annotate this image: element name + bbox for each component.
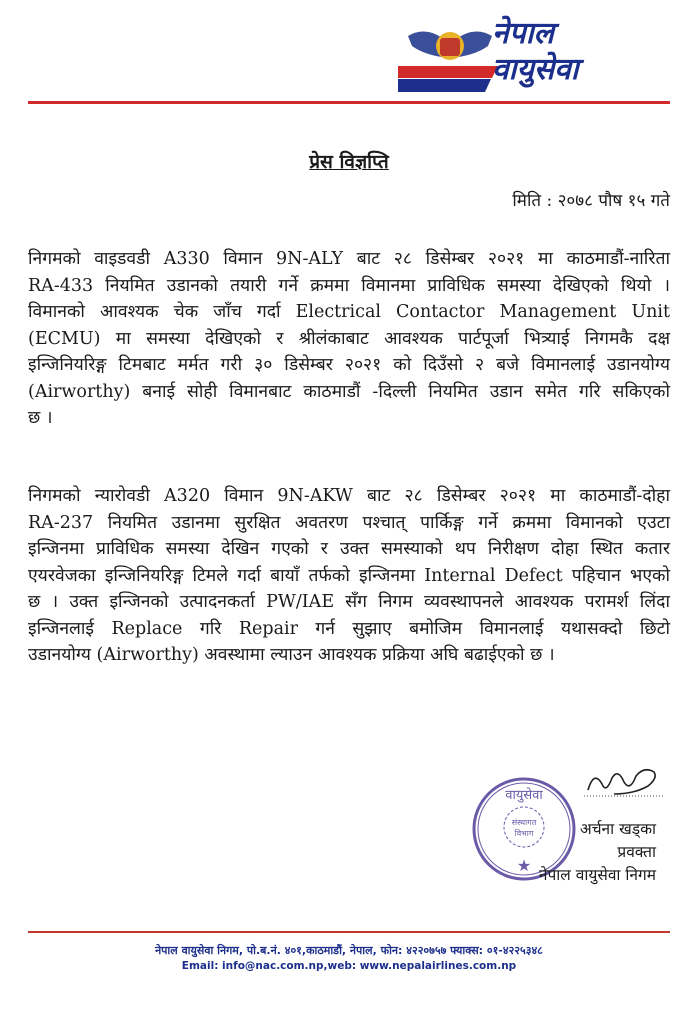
footer-contact: Email: info@nac.com.np,web: www.nepalairlines.com.np — [181, 960, 517, 972]
logo-wordmark — [492, 16, 579, 88]
text-line: इन्जिनमा प्राविधिक समस्या देखिन गएको र उक्त समस्याको थप निरीक्षण दोहा स्थित कतार — [28, 539, 670, 559]
text-line: उडानयोग्य (Airworthy) अवस्थामा ल्याउन आवश्यक प्रक्रिया अघि बढाईएको छ । — [28, 645, 555, 665]
star-icon: ★ — [516, 856, 532, 875]
text-line: (Airworthy) बनाई सोही विमानबाट काठमाडौं -दिल्ली नियमित उडान समेत गरि सकिएको — [28, 381, 670, 402]
footer-divider — [28, 931, 670, 933]
signatory-block — [539, 818, 656, 887]
text-line: छ । — [28, 408, 53, 428]
text-line: इन्जिनलाई Replace गरि Repair गर्न सुझाए बमोजिम विमानलाई यथासक्दो छिटो — [28, 618, 670, 639]
text-line: (ECMU) मा समस्या देखिएको र श्रीलंकाबाट आवश्यक पार्टपूर्जा भित्र्याई निगमकै दक्ष — [28, 328, 670, 349]
text-line: RA-237 नियमित उडानमा सुरक्षित अवतरण पश्चात् पार्किङ्ग गर्ने क्रममा विमानको एउटा — [28, 512, 670, 533]
svg-text:विभाग: विभाग — [514, 829, 534, 838]
handwritten-signature — [584, 764, 664, 798]
footer-address: नेपाल वायुसेवा निगम, पो.ब.नं. ४०१,काठमाडौं, नेपाल, फोन: ४२२०७५७ फ्याक्स: ०१-४२२५३४८ — [155, 944, 543, 957]
text-line: निगमको वाइडवडी A330 विमान 9N-ALY बाट २८ डिसेम्बर २०२१ मा काठमाडौं-नारिता — [28, 249, 670, 269]
text-line: एयरवेजका इन्जिनियरिङ्ग टिमले गर्दा बायाँ तर्फको इन्जिनमा Internal Defect पहिचान भएको — [28, 565, 670, 586]
text-line: इन्जिनियरिङ्ग टिमबाट मर्मत गरी ३० डिसेम्बर २०२१ को दिउँसो २ बजे विमानलाई उडानयोग्य — [28, 355, 670, 375]
blue-stripe — [398, 79, 491, 92]
red-stripe — [398, 66, 498, 78]
svg-text:संस्थागत: संस्थागत — [511, 818, 537, 827]
paragraph-2 — [28, 483, 670, 669]
winged-emblem-icon — [408, 32, 492, 61]
header-divider — [28, 101, 670, 104]
text-line: निगमको न्यारोवडी A320 विमान 9N-AKW बाट २८ डिसेम्बर २०२१ मा काठमाडौं-दोहा — [28, 486, 670, 506]
text-line: RA-433 नियमित उडानको तयारी गर्ने क्रममा विमानमा प्राविधिक समस्या देखिएको थियो । — [28, 275, 670, 296]
signatory-role: प्रवक्ता — [617, 843, 656, 861]
date-line: मिति : २०७८ पौष १५ गते — [512, 191, 670, 211]
logo-text-line1: नेपाल — [492, 16, 554, 51]
text-line: विमानको आवश्यक चेक जाँच गर्दा Electrical Contactor Management Unit — [28, 302, 670, 322]
logo-text-line2: वायुसेवा — [492, 52, 579, 87]
signatory-name: अर्चना खड्का — [579, 820, 656, 838]
signatory-org: नेपाल वायुसेवा निगम — [538, 866, 656, 884]
svg-text:वायुसेवा: वायुसेवा — [505, 788, 543, 803]
text-line: छ । उक्त इन्जिनको उत्पादनकर्ता PW/IAE सँग निगम व्यवस्थापनले आवश्यक परामर्श लिंदा — [28, 592, 670, 612]
paragraph-1 — [28, 246, 670, 432]
page-title: प्रेस विज्ञप्ति — [309, 151, 389, 173]
